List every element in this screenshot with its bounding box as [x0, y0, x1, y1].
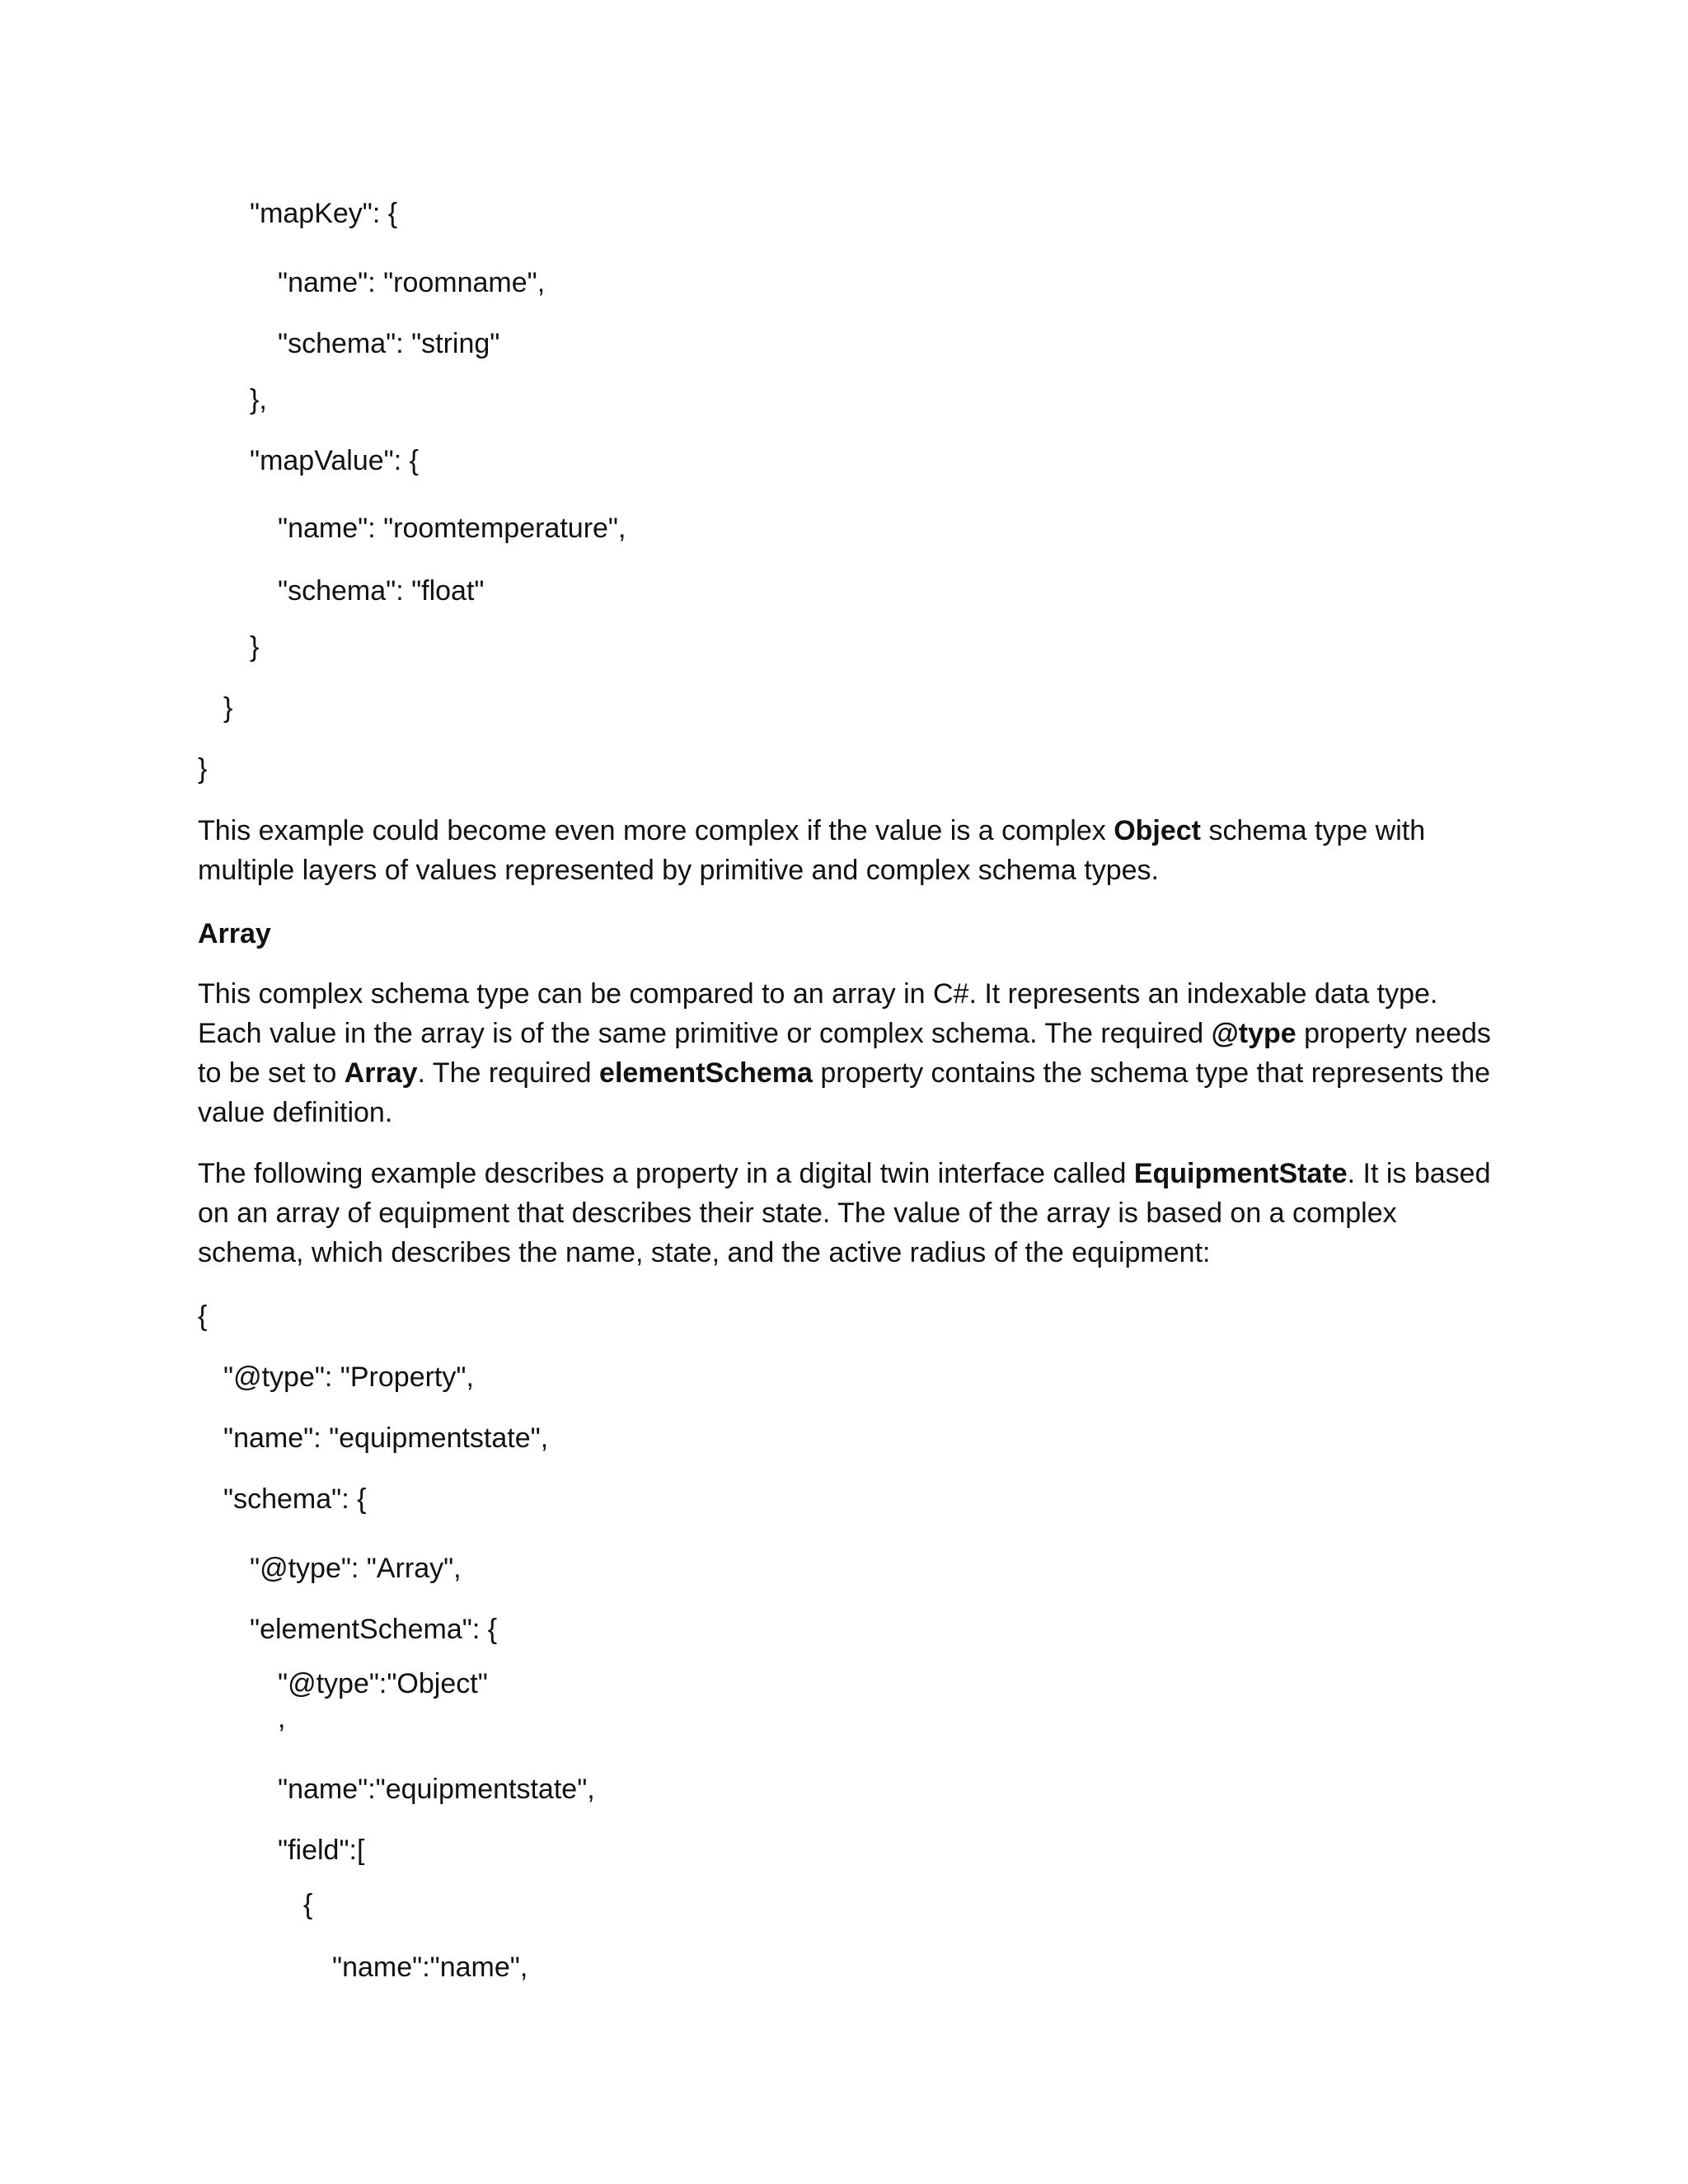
bold-term: Object [1114, 815, 1202, 846]
code-line: "name":"equipmentstate", [278, 1774, 595, 1805]
bold-term: Array [344, 1057, 418, 1089]
paragraph-text: property contains the schema type that represents the value definition. [198, 1057, 1491, 1128]
code-line: }, [250, 384, 267, 415]
paragraph-text: . The required [417, 1057, 600, 1089]
bold-term: EquipmentState [1133, 1158, 1348, 1189]
code-line: "name": "roomname", [278, 267, 546, 298]
bold-term: elementSchema [599, 1057, 813, 1089]
code-line: } [250, 631, 260, 663]
code-line: "@type": "Property", [223, 1361, 474, 1393]
bold-term: @type [1211, 1018, 1296, 1049]
code-line: "field":[ [278, 1835, 365, 1866]
code-line: { [198, 1301, 208, 1332]
code-line: } [223, 692, 233, 724]
code-line: "name": "equipmentstate", [223, 1422, 549, 1454]
code-line: "schema": "float" [278, 575, 485, 607]
code-line: , [278, 1703, 286, 1734]
body-paragraph [198, 811, 1500, 890]
paragraph-text: . It is based on an array of equipment that describes their state. The value of the array is based on a complex schema, which describes the name, state, and the active radius of the equipment: [198, 1158, 1491, 1268]
code-line: "mapValue": { [250, 445, 419, 476]
code-line: } [198, 753, 208, 785]
code-line: { [303, 1889, 313, 1920]
code-line: "name":"name", [332, 1952, 528, 1983]
paragraph-text: This example could become even more complex if the value is a complex [198, 815, 1114, 846]
paragraph-text: property needs to be set to [198, 1018, 1491, 1089]
paragraph-text: schema type with multiple layers of values represented by primitive and complex schema types. [198, 815, 1426, 886]
code-line: "mapKey": { [250, 198, 398, 229]
code-line: "@type":"Object" [278, 1668, 488, 1699]
code-line: "@type": "Array", [250, 1553, 462, 1584]
code-line: "schema": "string" [278, 328, 500, 359]
paragraph-text: The following example describes a property in a digital twin interface called [198, 1158, 1134, 1189]
body-paragraph [198, 974, 1500, 1132]
body-paragraph [198, 1154, 1500, 1272]
section-heading: Array [198, 918, 271, 949]
code-line: "name": "roomtemperature", [278, 513, 626, 544]
paragraph-text: This complex schema type can be compared to an array in C#. It represents an indexable data type. Each value in the array is of the same primitive or complex schema. The required [198, 978, 1438, 1049]
code-line: "elementSchema": { [250, 1614, 498, 1645]
code-line: "schema": { [223, 1483, 367, 1515]
